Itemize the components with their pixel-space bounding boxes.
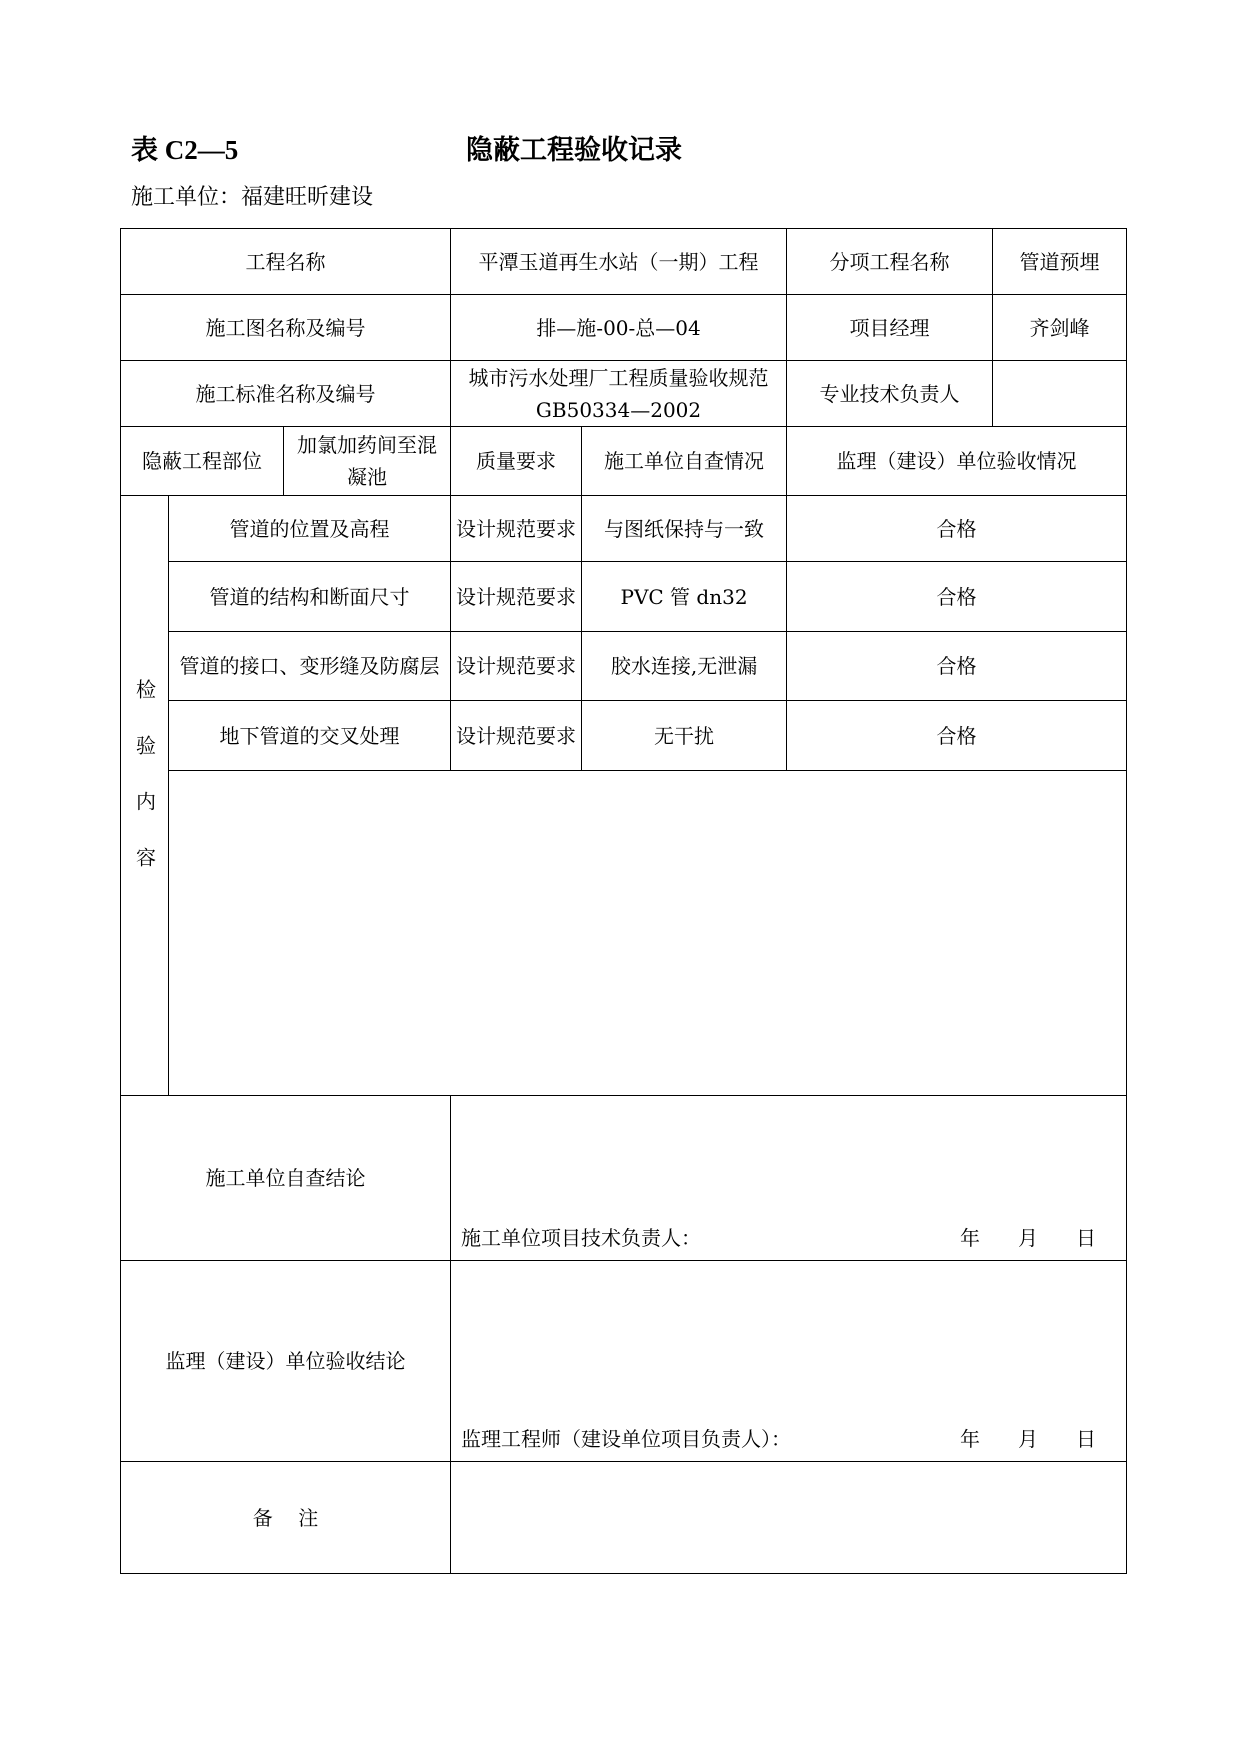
hidden-part-label: 隐蔽工程部位 <box>121 427 284 496</box>
remarks-value <box>451 1462 1127 1574</box>
row-remarks <box>121 1462 1127 1574</box>
inspection-row <box>121 701 1127 771</box>
project-name-value: 平潭玉道再生水站（一期）工程 <box>451 229 787 295</box>
acceptance-record-table <box>120 228 1127 1574</box>
hidden-part-value: 加氯加药间至混凝池 <box>284 427 451 496</box>
inspection-blank-area <box>169 771 1127 1096</box>
supervision-conclusion-label: 监理（建设）单位验收结论 <box>121 1261 451 1462</box>
standard-value: 城市污水处理厂工程质量验收规范 GB50334—2002 <box>451 361 787 427</box>
inspection-result: 合格 <box>787 632 1127 701</box>
remarks-label: 备 注 <box>121 1462 451 1574</box>
inspection-item: 管道的结构和断面尺寸 <box>169 562 451 632</box>
year-label: 年 <box>960 1226 981 1250</box>
row-supervision-conclusion <box>121 1261 1127 1462</box>
inspection-blank-row <box>121 771 1127 1096</box>
inspection-result: 合格 <box>787 496 1127 562</box>
inspection-result: 合格 <box>787 701 1127 771</box>
inspection-requirement: 设计规范要求 <box>451 701 582 771</box>
day-label: 日 <box>1076 1226 1097 1250</box>
manager-label: 项目经理 <box>787 295 993 361</box>
manager-value: 齐剑峰 <box>993 295 1127 361</box>
self-conclusion-label: 施工单位自查结论 <box>121 1096 451 1261</box>
form-title: 隐蔽工程验收记录 <box>466 135 682 166</box>
day-label: 日 <box>1076 1427 1097 1451</box>
row-project-name <box>121 229 1127 295</box>
inspection-requirement: 设计规范要求 <box>451 496 582 562</box>
inspection-result: 合格 <box>787 562 1127 632</box>
inspection-row <box>121 562 1127 632</box>
supervision-conclusion-date <box>960 1423 1096 1455</box>
form-code: 表 C2—5 <box>131 135 239 165</box>
month-label: 月 <box>1018 1427 1039 1451</box>
self-check-header: 施工单位自查情况 <box>582 427 787 496</box>
inspection-requirement: 设计规范要求 <box>451 562 582 632</box>
supervision-header: 监理（建设）单位验收情况 <box>787 427 1127 496</box>
inspection-content-label: 检验内容 <box>121 496 169 1096</box>
self-conclusion-date <box>960 1222 1096 1254</box>
standard-label: 施工标准名称及编号 <box>121 361 451 427</box>
row-self-conclusion <box>121 1096 1127 1261</box>
inspection-self-check: 无干扰 <box>582 701 787 771</box>
project-name-label: 工程名称 <box>121 229 451 295</box>
year-label: 年 <box>960 1427 981 1451</box>
inspection-item: 管道的接口、变形缝及防腐层 <box>169 632 451 701</box>
inspection-self-check: PVC 管 dn32 <box>582 562 787 632</box>
self-conclusion-area <box>451 1096 1127 1261</box>
inspection-row <box>121 496 1127 562</box>
supervision-conclusion-area <box>451 1261 1127 1462</box>
drawing-label: 施工图名称及编号 <box>121 295 451 361</box>
quality-requirement-header: 质量要求 <box>451 427 582 496</box>
construction-unit: 施工单位：福建旺昕建设 <box>131 185 374 210</box>
inspection-row <box>121 632 1127 701</box>
row-standard <box>121 361 1127 427</box>
tech-lead-label: 专业技术负责人 <box>787 361 993 427</box>
sub-project-value: 管道预埋 <box>993 229 1127 295</box>
row-drawing <box>121 295 1127 361</box>
drawing-value: 排—施-00-总—04 <box>451 295 787 361</box>
inspection-item: 地下管道的交叉处理 <box>169 701 451 771</box>
inspection-self-check: 与图纸保持与一致 <box>582 496 787 562</box>
self-conclusion-signer: 施工单位项目技术负责人： <box>461 1226 702 1250</box>
inspection-self-check: 胶水连接,无泄漏 <box>582 632 787 701</box>
sub-project-label: 分项工程名称 <box>787 229 993 295</box>
inspection-requirement: 设计规范要求 <box>451 632 582 701</box>
row-column-headers <box>121 427 1127 496</box>
inspection-item: 管道的位置及高程 <box>169 496 451 562</box>
month-label: 月 <box>1018 1226 1039 1250</box>
tech-lead-value <box>993 361 1127 427</box>
supervision-conclusion-signer: 监理工程师（建设单位项目负责人）： <box>461 1427 792 1451</box>
